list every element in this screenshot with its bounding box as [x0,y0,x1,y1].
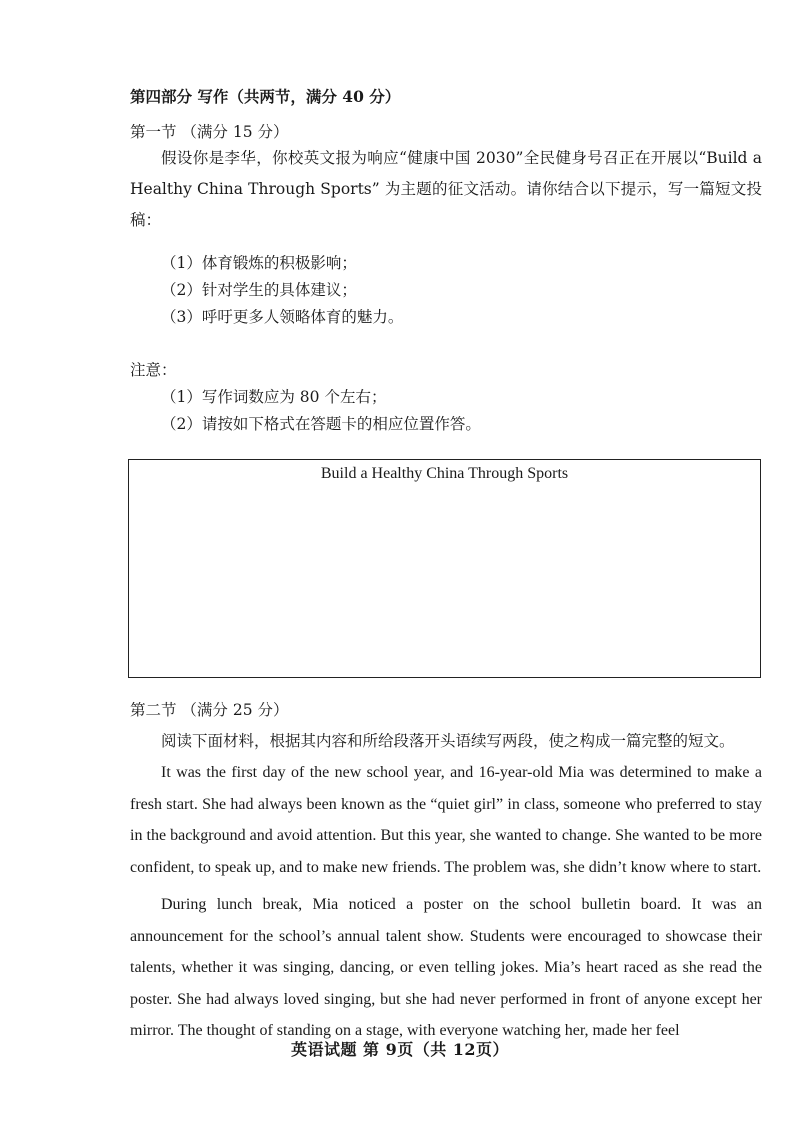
answer-box [128,459,761,678]
section2-heading: 第二节 （满分 25 分） [130,701,289,719]
answer-box-title: Build a Healthy China Through Sports [320,465,569,482]
prompt-point-3: （3）呼吁更多人领略体育的魅力。 [161,308,404,326]
section2-instruction: 阅读下面材料，根据其内容和所给段落开头语续写两段，使之构成一篇完整的短文。 [161,732,735,750]
page-footer: 英语试题 第 9页（共 12页） [290,1040,510,1059]
story-paragraph-1: It was the first day of the new school year, and 16-year-old Mia was determined to make a fresh start. She had always been known as the “quiet girl” in class, someone who preferred to stay in the background and avoid attention. But this year, she wanted to change. She wanted to be more confident, to speak up, and to make new friends. The problem was, she didn’t know where to start. [130,764,762,876]
prompt-point-2: （2）针对学生的具体建议； [161,281,357,299]
notice-2: （2）请按如下格式在答题卡的相应位置作答。 [161,415,481,433]
section1-intro: 假设你是李华，你校英文报为响应“健康中国 2030”全民健身号召正在开展以“Build a Healthy China Through Sports” 为主题的征文活动。请你结合以下提示，写一篇短文投稿： [130,149,762,229]
part-heading: 第四部分 写作（共两节，满分 40 分） [130,87,401,106]
notice-1: （1）写作词数应为 80 个左右； [161,388,387,406]
section1-heading: 第一节 （满分 15 分） [130,123,289,141]
story-paragraph-2: During lunch break, Mia noticed a poster on the school bulletin board. It was an announcement for the school’s annual talent show. Students were encouraged to showcase their talents, whether it was singing, dancing, or even telling jokes. Mia’s heart raced as she read the poster. She had always loved singing, but she had never performed in front of anyone except her mirror. The thought of standing on a stage, with everyone watching her, made her feel [130,896,762,1039]
notice-label: 注意： [130,361,177,379]
prompt-point-1: （1）体育锻炼的积极影响； [161,254,357,272]
